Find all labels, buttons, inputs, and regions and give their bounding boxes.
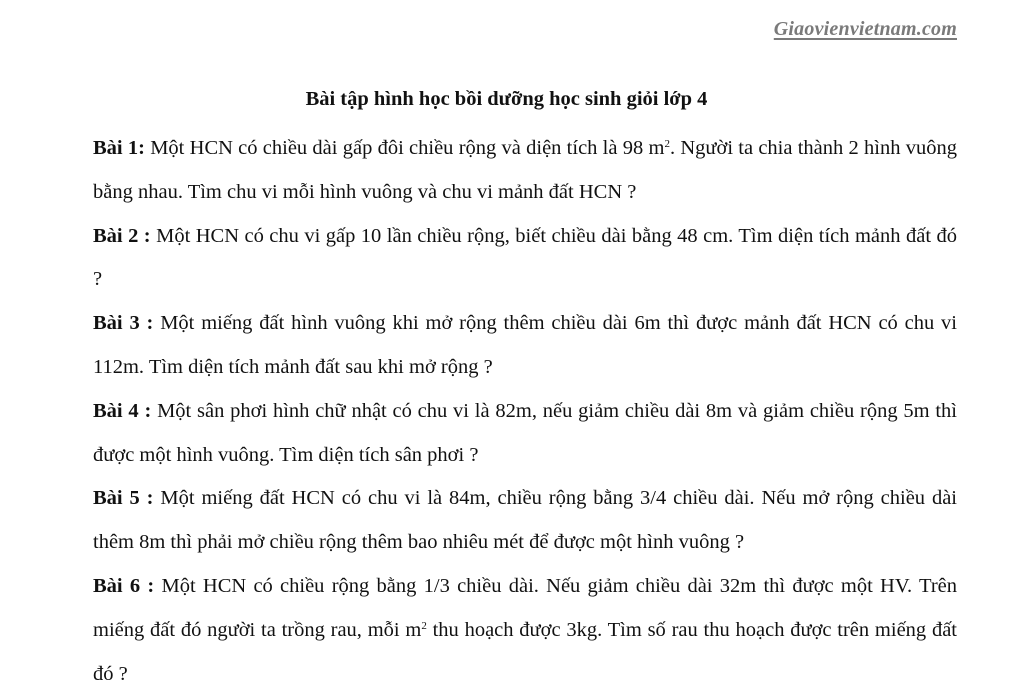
problem-label: Bài 6 : — [93, 574, 155, 597]
superscript: 2 — [421, 619, 427, 632]
superscript: 2 — [664, 138, 670, 150]
page-title: Bài tập hình học bồi dưỡng học sinh giỏi lớp 4 — [305, 88, 708, 110]
problem-label: Bài 3 : — [93, 312, 154, 335]
problem-4 — [93, 390, 957, 478]
problem-text-continued: thu hoạch được 3kg. Tìm số rau thu hoạch được trên miếng đất đó ? — [93, 618, 957, 685]
problem-label: Bài 1: — [93, 137, 145, 159]
problem-text: Một HCN có chiều dài gấp đôi chiều rộng và diện tích là 98 m — [144, 137, 665, 159]
problem-label: Bài 5 : — [93, 487, 154, 510]
problem-text: Một sân phơi hình chữ nhật có chu vi là 82m, nếu giảm chiều dài 8m và giảm chiều rộng 5m thì được một hình vuông. Tìm diện tích sân phơi ? — [93, 399, 957, 466]
problem-3 — [93, 302, 957, 390]
problem-text: Một HCN có chiều rộng bằng 1/3 chiều dài. Nếu giảm chiều dài 32m thì được một HV. Trên miếng đất đó người ta trồng rau, mỗi m — [93, 574, 957, 641]
problem-5 — [93, 477, 957, 565]
problem-label: Bài 4 : — [93, 399, 152, 422]
problem-1 — [93, 127, 957, 215]
problem-text: Một miếng đất HCN có chu vi là 84m, chiều rộng bằng 3/4 chiều dài. Nếu mở rộng chiều dài thêm 8m thì phải mở chiều rộng thêm bao nhiêu mét để được một hình vuông ? — [93, 487, 957, 554]
problem-6 — [93, 565, 957, 696]
problem-label: Bài 2 : — [93, 224, 151, 247]
problem-text-continued: . Người ta chia thành 2 hình vuông bằng nhau. Tìm chu vi mỗi hình vuông và chu vi mảnh đất HCN ? — [93, 137, 957, 203]
problem-2 — [93, 215, 957, 303]
problem-text: Một HCN có chu vi gấp 10 lần chiều rộng, biết chiều dài bằng 48 cm. Tìm diện tích mảnh đất đó ? — [93, 224, 957, 291]
watermark: Giaovienvietnam.com — [773, 18, 957, 40]
problem-text: Một miếng đất hình vuông khi mở rộng thêm chiều dài 6m thì được mảnh đất HCN có chu vi 112m. Tìm diện tích mảnh đất sau khi mở rộng ? — [93, 312, 957, 378]
problem-list — [93, 127, 957, 696]
